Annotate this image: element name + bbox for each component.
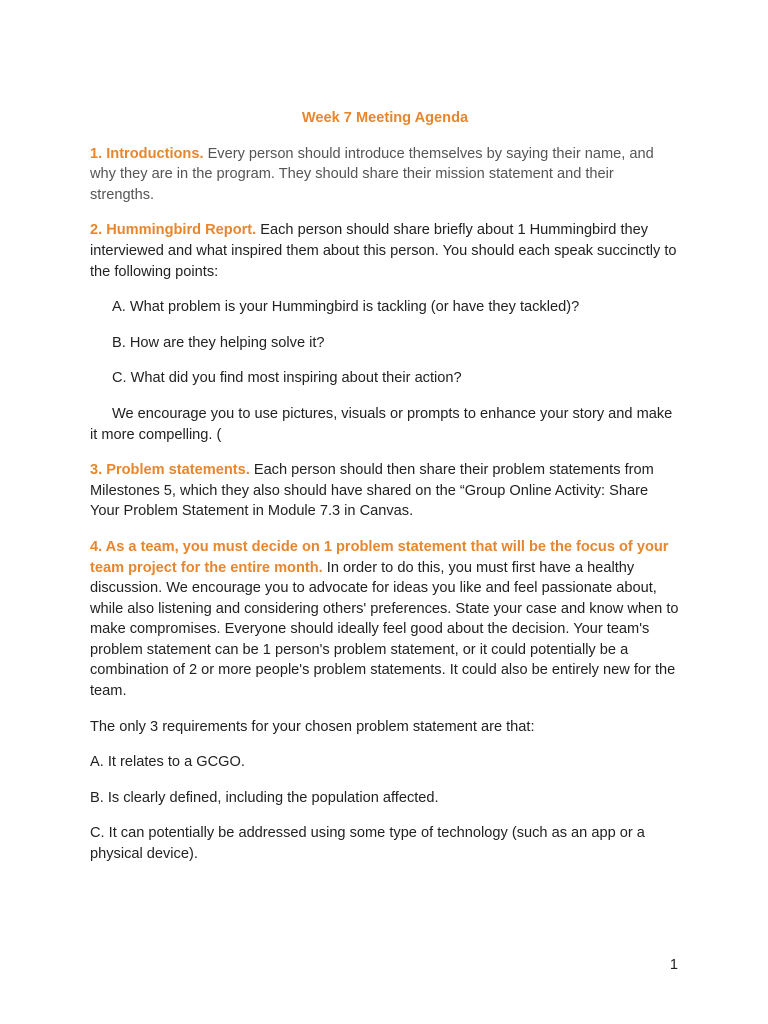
- list-item: B. How are they helping solve it?: [112, 334, 325, 351]
- requirement-item: A. It relates to a GCGO.: [90, 754, 245, 771]
- section-body: Every person should introduce themselves by saying their name, and why they are in the program. They should share their mission statement and their strengths.: [90, 145, 654, 203]
- requirement-item: C. It can potentially be addressed using some type of technology (such as an app or a physical device).: [90, 825, 645, 863]
- page-number: 1: [669, 957, 678, 973]
- section-heading: 4. As a team, you must decide on 1 problem statement that will be the focus of your team project for the entire month.: [90, 538, 669, 576]
- document-page: [90, 108, 680, 880]
- section-body: In order to do this, you must first have a healthy discussion. We encourage you to advocate for ideas you like and feel passionate about, while also listening and considering others' preferences. State your case and know when to make compromises. Everyone should ideally feel good about the decision. Your team's problem statement can be 1 person's problem statement, or it could potentially be a combination of 2 or more people's problem statements. It could also be entirely new for the team.: [90, 559, 679, 700]
- section-body: Each person should share briefly about 1 Hummingbird they interviewed and what inspired them about this person. You should each speak succinctly to the following points:: [90, 222, 677, 280]
- requirement-item: B. Is clearly defined, including the population affected.: [90, 789, 439, 806]
- section-heading: 1. Introductions.: [90, 145, 204, 162]
- list-item: C. What did you find most inspiring about their action?: [112, 370, 462, 387]
- section-heading: 3. Problem statements.: [90, 462, 250, 479]
- section-introductions: [90, 144, 680, 206]
- section-body: Each person should then share their problem statements from Milestones 5, which they also should have shared on the “Group Online Activity: Share Your Problem Statement in Module 7.3 in Canvas.: [90, 462, 654, 520]
- section-problem-statements: [90, 460, 680, 522]
- requirements-intro: The only 3 requirements for your chosen problem statement are that:: [90, 718, 535, 735]
- document-title: Week 7 Meeting Agenda: [301, 110, 469, 126]
- section-team-decision: [90, 537, 680, 702]
- section-heading: 2. Hummingbird Report.: [90, 222, 257, 239]
- encouragement-text: We encourage you to use pictures, visuals or prompts to enhance your story and make it more compelling. (: [90, 405, 673, 443]
- list-item: A. What problem is your Hummingbird is tackling (or have they tackled)?: [112, 299, 580, 316]
- section-hummingbird-report: [90, 220, 680, 282]
